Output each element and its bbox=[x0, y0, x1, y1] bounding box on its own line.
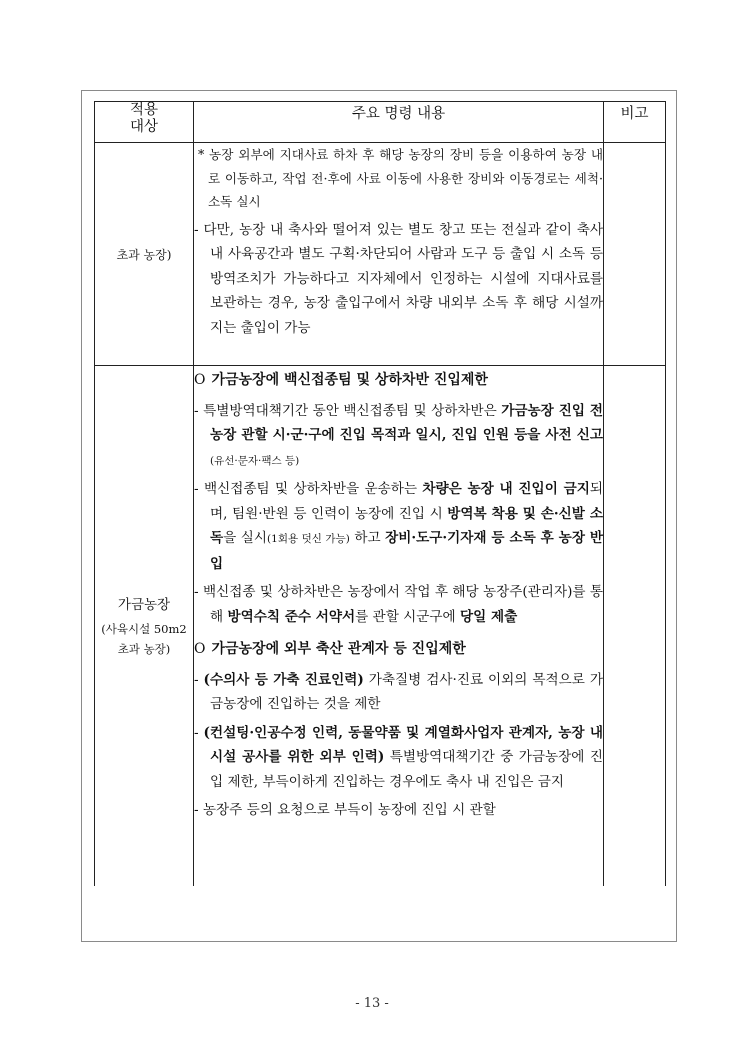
section-heading-1 bbox=[194, 368, 603, 393]
d3-text-a: - 백신접종 및 상하차반은 농장에서 작업 후 해당 농장주(관리자)를 통해 bbox=[194, 584, 603, 625]
d5-text-a: - bbox=[194, 724, 204, 741]
row1-dash-item: - 다만, 농장 내 축사와 떨어져 있는 별도 창고 또는 전실과 같이 축사 내 사육공간과 별도 구획·차단되어 사람과 도구 등 출입 시 소독 등 방역조치가 가능하다고 지자체에서 인정하는 시설에 지대사료를 보관하는 경우, 농장 출입구에서 차량 내외부 소독 후 해당 시설까지는 출입이 가능 bbox=[194, 221, 603, 336]
d2-text-b: 차량은 농장 내 진입이 금지 bbox=[422, 481, 590, 497]
d1-text-b: 가금농장 진입 전 농장 관할 시·군·구에 진입 목적과 일시, 진입 인원 등을 사전 신고 bbox=[210, 402, 603, 443]
d2-text-g: 하고 bbox=[349, 530, 386, 546]
page-number: - 13 - bbox=[355, 996, 389, 1011]
star-note: * 농장 외부에 지대사료 하차 후 해당 농장의 장비 등을 이용하여 농장 내로 이동하고, 작업 전·후에 사료 이동에 사용한 장비와 이동경로는 세척·소독 실시 bbox=[198, 147, 603, 209]
d2-text-e: 을 실시 bbox=[223, 530, 268, 546]
d1-text-c: (유선·문자·팩스 등) bbox=[210, 454, 300, 467]
d3-text-c: 를 관할 시군구에 bbox=[355, 608, 460, 625]
row2-dash-item-2 bbox=[194, 477, 603, 576]
section-heading-2 bbox=[194, 637, 603, 662]
d4-text-a: - bbox=[194, 671, 204, 688]
header-target-line2: 대상 bbox=[129, 119, 158, 135]
row2-dash-item-4 bbox=[194, 668, 603, 717]
d2-text-h: 장비·도구·기자재 등 소독 후 농장 반입 bbox=[210, 530, 603, 572]
header-content: 주요 명령 내용 bbox=[194, 102, 604, 143]
d4-text-b: (수의사 등 가축 진료인력) bbox=[203, 671, 364, 688]
row2-dash-item-5 bbox=[194, 721, 603, 795]
d5-text-c: 특별방역대책기간 중 가금농장에 진입 제한, 부득이하게 진입하는 경우에도 축사 내 진입은 금지 bbox=[210, 749, 603, 790]
row2-content bbox=[194, 366, 604, 887]
bullet-o-icon: O bbox=[194, 372, 206, 388]
row2-target bbox=[95, 366, 194, 887]
row2-dash-item-3 bbox=[194, 580, 603, 629]
row2-target-title: 가금농장 bbox=[117, 597, 171, 613]
d3-text-d: 당일 제출 bbox=[460, 608, 518, 625]
row2-dash-item-6: - 농장주 등의 요청으로 부득이 농장에 진입 시 관할 bbox=[194, 802, 496, 818]
row2-target-sub1: (사육시설 50m2 bbox=[101, 622, 187, 636]
table-row bbox=[95, 143, 666, 366]
d1-text-a: - 특별방역대책기간 동안 백신접종팀 및 상하차반은 bbox=[194, 402, 502, 419]
table-header-row bbox=[95, 102, 666, 143]
header-target bbox=[95, 102, 194, 143]
header-target-line1: 적용 bbox=[129, 102, 158, 118]
d2-text-c: 되며, 팀원·반원 등 인력이 농장에 진입 시 bbox=[210, 481, 603, 522]
row1-content bbox=[194, 143, 604, 366]
d2-text-a: - 백신접종팀 및 상하차반을 운송하는 bbox=[194, 481, 423, 497]
d2-text-d: 방역복 착용 및 손·신발 소독 bbox=[210, 505, 603, 546]
row2-target-sub2: 초과 농장) bbox=[117, 642, 171, 656]
d2-text-f: (1회용 덧신 가능) bbox=[267, 533, 350, 545]
table-row bbox=[95, 366, 666, 887]
section-heading-1-text: 가금농장에 백신접종팀 및 상하차반 진입제한 bbox=[211, 372, 488, 388]
d3-text-b: 방역수칙 준수 서약서 bbox=[227, 608, 356, 625]
row2-dash-item-1 bbox=[194, 399, 603, 474]
section-heading-2-text: 가금농장에 외부 축산 관계자 등 진입제한 bbox=[211, 641, 466, 657]
order-table bbox=[94, 101, 666, 886]
row2-note bbox=[604, 366, 666, 887]
bullet-o-icon: O bbox=[194, 641, 206, 657]
row1-target: 초과 농장) bbox=[95, 143, 194, 366]
d5-text-b: (컨설팅·인공수정 인력, 동물약품 및 계열화사업자 관계자, 농장 내 시설 공사를 위한 외부 인력) bbox=[203, 724, 603, 765]
header-note: 비고 bbox=[604, 102, 666, 143]
d4-text-c: 가축질병 검사·진료 이외의 목적으로 가금농장에 진입하는 것을 제한 bbox=[210, 671, 603, 712]
row1-note bbox=[604, 143, 666, 366]
